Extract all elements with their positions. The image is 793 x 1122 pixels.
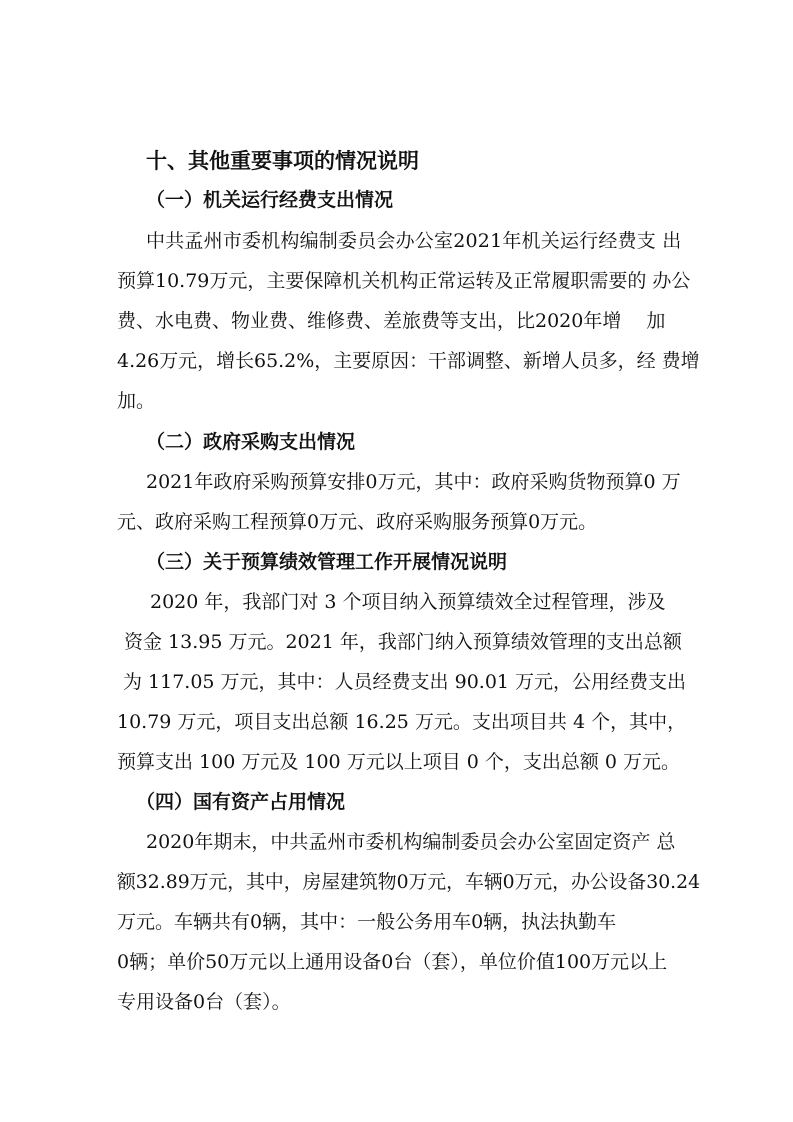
paragraph-line: 预算10.79万元，主要保障机关机构正常运转及正常履职需要的 办公 — [117, 270, 691, 292]
paragraph-line: 2020 年，我部门对 3 个项目纳入预算绩效全过程管理，涉及 — [150, 591, 666, 613]
paragraph-line: 万元。车辆共有0辆，其中：一般公务用车0辆，执法执勤车 — [117, 911, 617, 933]
paragraph-line: 元、政府采购工程预算0万元、政府采购服务预算0万元。 — [117, 511, 598, 533]
section-title: （二）政府采购支出情况 — [146, 431, 356, 453]
paragraph-line: 2021年政府采购预算安排0万元，其中：政府采购货物预算0 万 — [146, 471, 681, 493]
section-title: （三）关于预算绩效管理工作开展情况说明 — [146, 551, 508, 573]
page-heading: 十、其他重要事项的情况说明 — [146, 149, 419, 173]
paragraph-line: 专用设备0台（套）。 — [117, 991, 291, 1013]
paragraph-line: 加。 — [117, 390, 156, 412]
paragraph-line: 为 117.05 万元，其中：人员经费支出 90.01 万元，公用经费支出 — [123, 671, 687, 693]
paragraph-line: 4.26万元，增长65.2%，主要原因：干部调整、新增人员多，经 费增 — [117, 350, 700, 372]
section-title: （四）国有资产占用情况 — [136, 791, 346, 813]
paragraph-line: 10.79 万元，项目支出总额 16.25 万元。支出项目共 4 个，其中， — [117, 711, 687, 733]
paragraph-line: 2020年期末，中共孟州市委机构编制委员会办公室固定资产 总 — [146, 831, 676, 853]
paragraph-line: 资金 13.95 万元。2021 年，我部门纳入预算绩效管理的支出总额 — [124, 631, 682, 653]
paragraph-line: 额32.89万元，其中，房屋建筑物0万元，车辆0万元，办公设备30.24 — [117, 871, 701, 893]
paragraph-line: 费、水电费、物业费、维修费、差旅费等支出，比2020年增 加 — [117, 310, 666, 332]
paragraph-line: 中共孟州市委机构编制委员会办公室2021年机关运行经费支 出 — [146, 230, 682, 252]
section-title: （一）机关运行经费支出情况 — [146, 189, 394, 211]
paragraph-line: 预算支出 100 万元及 100 万元以上项目 0 个，支出总额 0 万元。 — [117, 751, 681, 773]
paragraph-line: 0辆；单价50万元以上通用设备0台（套），单位价值100万元以上 — [117, 951, 668, 973]
